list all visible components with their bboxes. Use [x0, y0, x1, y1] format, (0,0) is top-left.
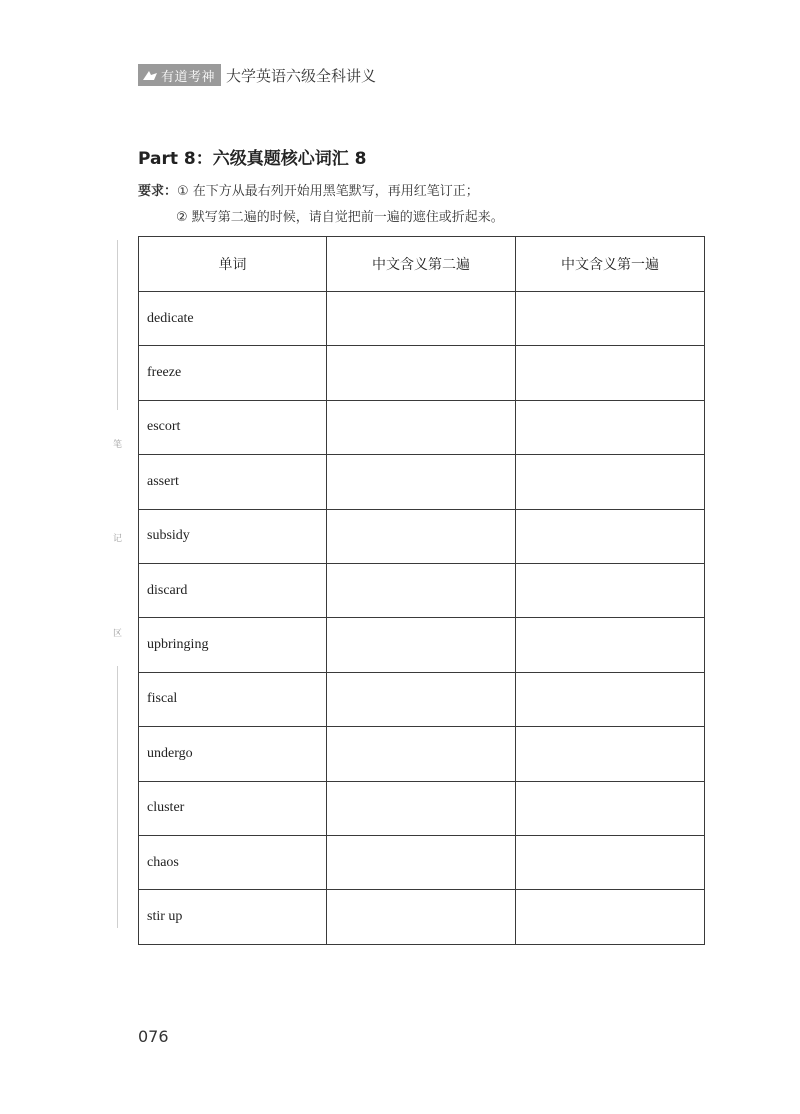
brand-logo-icon [142, 68, 158, 82]
table-row [139, 292, 705, 346]
meaning-second-cell[interactable] [327, 672, 516, 726]
table-row [139, 455, 705, 509]
vocabulary-table [138, 236, 705, 945]
meaning-second-cell[interactable] [327, 890, 516, 944]
header-meaning-first: 中文含义第一遍 [516, 237, 705, 292]
meaning-first-cell[interactable] [516, 292, 705, 346]
table-row [139, 563, 705, 617]
book-title: 大学英语六级全科讲义 [226, 66, 377, 85]
meaning-first-cell[interactable] [516, 563, 705, 617]
notes-divider-top [117, 240, 118, 410]
table-row [139, 346, 705, 400]
word-cell: freeze [139, 346, 327, 400]
requirement-1-text: ① 在下方从最右列开始用黑笔默写，再用红笔订正； [177, 184, 479, 199]
meaning-second-cell[interactable] [327, 727, 516, 781]
meaning-first-cell[interactable] [516, 509, 705, 563]
word-cell: fiscal [139, 672, 327, 726]
meaning-second-cell[interactable] [327, 781, 516, 835]
requirement-line-1 [138, 180, 479, 199]
word-cell: chaos [139, 835, 327, 889]
brand-label: 有道考神 [161, 69, 216, 85]
word-cell: stir up [139, 890, 327, 944]
table-row [139, 835, 705, 889]
meaning-first-cell[interactable] [516, 400, 705, 454]
meaning-first-cell[interactable] [516, 455, 705, 509]
word-cell: undergo [139, 727, 327, 781]
word-cell: subsidy [139, 509, 327, 563]
word-cell: upbringing [139, 618, 327, 672]
notes-label-char: 笔 [113, 440, 123, 450]
word-cell: escort [139, 400, 327, 454]
brand-badge [138, 64, 221, 86]
requirement-line-2 [176, 206, 504, 225]
meaning-second-cell[interactable] [327, 400, 516, 454]
meaning-first-cell[interactable] [516, 672, 705, 726]
meaning-second-cell[interactable] [327, 509, 516, 563]
word-cell: discard [139, 563, 327, 617]
section-title: Part 8：六级真题核心词汇 8 [138, 149, 367, 169]
meaning-second-cell[interactable] [327, 563, 516, 617]
meaning-second-cell[interactable] [327, 835, 516, 889]
table-header-row [139, 237, 705, 292]
table-row [139, 618, 705, 672]
notes-divider-bottom [117, 666, 118, 928]
notes-label-char: 区 [113, 629, 123, 639]
table-row [139, 509, 705, 563]
meaning-first-cell[interactable] [516, 835, 705, 889]
table-row [139, 400, 705, 454]
word-cell: cluster [139, 781, 327, 835]
notes-label-char: 记 [113, 534, 123, 544]
meaning-second-cell[interactable] [327, 346, 516, 400]
word-cell: dedicate [139, 292, 327, 346]
requirement-2-text: ② 默写第二遍的时候，请自觉把前一遍的遮住或折起来。 [176, 210, 504, 225]
table-row [139, 672, 705, 726]
requirement-label: 要求： [138, 184, 178, 199]
meaning-first-cell[interactable] [516, 890, 705, 944]
page-header [138, 64, 376, 86]
header-word: 单词 [139, 237, 327, 292]
meaning-second-cell[interactable] [327, 455, 516, 509]
meaning-second-cell[interactable] [327, 618, 516, 672]
table-row [139, 890, 705, 944]
table-row [139, 727, 705, 781]
header-meaning-second: 中文含义第二遍 [327, 237, 516, 292]
page-number: 076 [138, 1027, 169, 1046]
meaning-first-cell[interactable] [516, 727, 705, 781]
word-cell: assert [139, 455, 327, 509]
meaning-second-cell[interactable] [327, 292, 516, 346]
meaning-first-cell[interactable] [516, 346, 705, 400]
meaning-first-cell[interactable] [516, 618, 705, 672]
table-row [139, 781, 705, 835]
meaning-first-cell[interactable] [516, 781, 705, 835]
